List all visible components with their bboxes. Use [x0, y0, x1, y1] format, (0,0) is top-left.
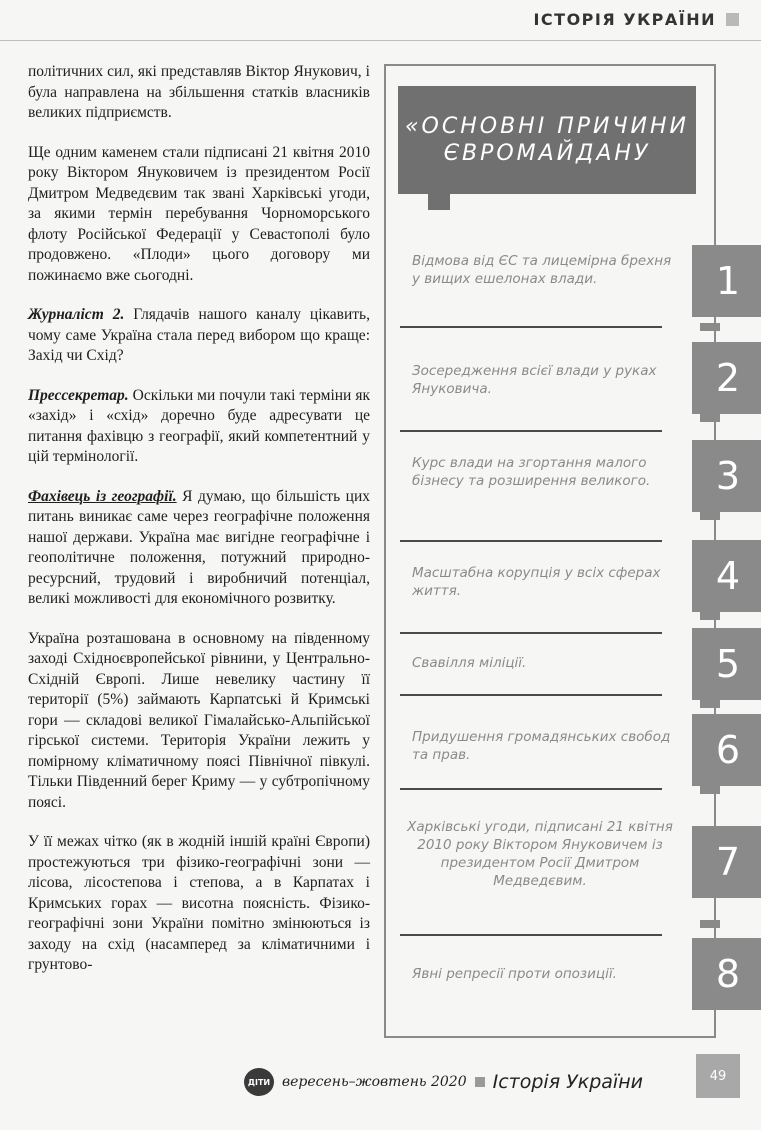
reason-divider — [400, 540, 662, 542]
reason-1-number: 1 — [692, 245, 761, 317]
paragraph-7: У її межах чітко (як в жодній іншій країні Європи) простежуються три фізико-географічні зони — лісова, лісостепова і степова, а в Карпатах і Кримських горах — висотна поясність. Фізико-географічні зони України помітно змінюються із заходу на схід (насамперед за кліматичними і грунтово- — [28, 833, 370, 973]
reason-1-text: Відмова від ЄС та лицемірна брехня у вищих ешелонах влади. — [412, 253, 672, 287]
speaker-press-secretary: Прессекретар. — [28, 386, 129, 404]
reason-divider — [400, 694, 662, 696]
number-tab-shape — [700, 786, 720, 794]
speaker-journalist: Журналіст 2. — [28, 306, 125, 323]
running-header-title: ІСТОРІЯ УКРАЇНИ — [533, 10, 716, 29]
reason-divider — [400, 632, 662, 634]
title-tab-shape — [428, 194, 450, 210]
reason-4-text: Масштабна корупція у всіх сферах життя. — [412, 565, 661, 599]
number-tab-shape — [700, 920, 720, 928]
reason-2-number: 2 — [692, 342, 761, 414]
number-tab-shape — [700, 414, 720, 422]
reason-divider — [400, 934, 662, 936]
reason-5-number: 5 — [692, 628, 761, 700]
paragraph-4-text: Оскільки ми почули такі терміни як «захід» і «схід» доречно буде адресувати це питання фахівцю з географії, який компетентний у цій термінології. — [28, 386, 370, 465]
reason-5-text: Свавілля міліції. — [412, 655, 527, 671]
reason-6-number: 6 — [692, 714, 761, 786]
panel-title — [398, 86, 696, 194]
reason-2-text: Зосередження всієї влади у руках Януковича. — [412, 363, 657, 397]
magazine-logo-icon: ДІТИ — [244, 1068, 274, 1096]
panel-title-line-2: ЄВРОМАЙДАНУ — [443, 141, 651, 166]
paragraph-3-text: Глядачів нашого каналу цікавить, чому саме Україна стала перед вибором що краще: Захід чи Схід? — [28, 306, 371, 364]
reason-7-number: 7 — [692, 826, 761, 898]
magazine-title: Історія України — [492, 1071, 643, 1093]
paragraph-5 — [28, 487, 370, 610]
reason-4-number: 4 — [692, 540, 761, 612]
speaker-geographer: Фахівець із географії. — [28, 487, 177, 505]
header-rule — [0, 40, 761, 41]
page-number: 49 — [696, 1054, 740, 1098]
paragraph-4 — [28, 386, 370, 468]
paragraph-2: Ще одним каменем стали підписані 21 квітня 2010 року Віктором Януковичем із президентом Росії Дмитром Медведєвим так звані Харківські угоди, за якими термін перебування Чорноморського флоту Російської Федерації у Севастополі було продовжено. «Плоди» цього договору ми пожинаємо вже сьогодні. — [28, 143, 370, 284]
number-tab-shape — [700, 512, 720, 520]
reason-3-text: Курс влади на згортання малого бізнесу та розширення великого. — [412, 455, 651, 489]
paragraph-1: політичних сил, які представляв Віктор Янукович, і була направлена на збільшення статків власників великих підприємств. — [28, 63, 370, 121]
number-tab-shape — [700, 700, 720, 708]
running-header — [533, 10, 739, 29]
footer — [244, 1068, 643, 1096]
reason-divider — [400, 788, 662, 790]
paragraph-3 — [28, 305, 370, 367]
reason-divider — [400, 430, 662, 432]
reason-8-text: Явні репресії проти опозиції. — [412, 966, 617, 982]
main-text-column — [28, 62, 370, 995]
reason-3-number: 3 — [692, 440, 761, 512]
paragraph-5-text: Я думаю, що більшість цих питань виникає саме через географічне положення нашої держави. Україна має вигідне географічне і геополітичне положення, потужний природно-ресурсний, трудовий і виробничий потенціал, великі можливості для економічного розвитку. — [28, 487, 371, 607]
panel-title-line-1: «ОСНОВНІ ПРИЧИНИ — [404, 114, 690, 139]
issue-date: вересень–жовтень 2020 — [282, 1074, 467, 1090]
number-tab-shape — [700, 612, 720, 620]
reason-6-text: Придушення громадянських свобод та прав. — [412, 729, 671, 763]
header-square-icon — [726, 13, 739, 26]
reason-7-text: Харківські угоди, підписані 21 квітня 2010 року Віктором Януковичем із президентом Росії Дмитром Медведєвим. — [407, 819, 673, 889]
footer-square-icon — [475, 1077, 485, 1087]
reason-8-number: 8 — [692, 938, 761, 1010]
number-tab-shape — [700, 323, 720, 331]
reason-divider — [400, 326, 662, 328]
reasons-panel — [384, 64, 716, 1038]
paragraph-6: Україна розташована в основному на південному заході Східноєвропейської рівнини, у Центрально-Східній Європі. Лише невелику частину її території (5%) займають Карпатські й Кримські гори — складові великої Гімалайсько-Альпійської гірської системи. Територія України лежить у помірному кліматичному поясі Північної півкулі. Тільки Південний берег Криму — у субтропічному поясі. — [28, 629, 370, 811]
